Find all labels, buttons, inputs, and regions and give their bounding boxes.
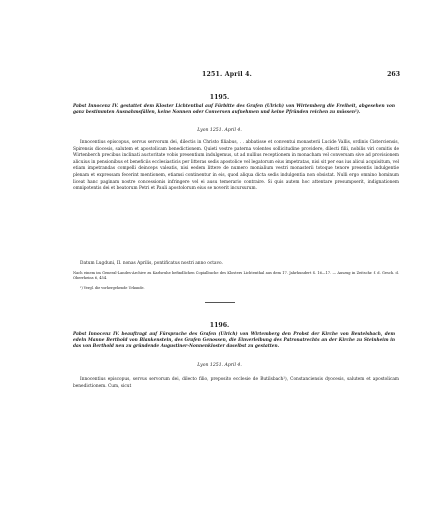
regest-1196: Pabst Innocenz IV. beauftragt auf Fürsprache des Grafen (Ulrich) von Wirtemberg den Probst der Kirche von Beutelsbach, dem edeln Manne Berthold von Blankenstein, des Grafen Genossen, die Einverleibung des Patronatrechts an der Kirche zu Steinheim in das von Berthold neu zu gründende Augustiner-Nonnenkloster daselbst zu gestatten. [73, 332, 395, 349]
header-date: 1251. April 4. [202, 71, 253, 78]
section-separator [205, 302, 235, 303]
footnote-1195: ¹) Vergl. die vorhergehende Urkunde. [80, 286, 145, 290]
charter-paragraph: Innocentius episcopus, servus servorum dei, dilectis in Christo filiabus, . . abbatisse et conventui monasterii Lucide Vallis, ordinis Cisterciensis, Spirensis diocesis, salutem et apostolicam benedictionem. Quieti vestre paterna volentes sollicitudine providere, dilecti filii, nobilis viri comitis de Wirtenberch precibus inclinati auctoritate vobis presentium indulgemus, ut ad nullius receptionem in monacham vel conversam sive ad provisionem alicuius in pensionibus et beneficiis ecclesiasticis per litteras sedis apostolice vel legatorum eius impetratas, nisi sit per eas ius alicui acquisitum, vel etiam impetrandas compelli deinceps valeatis, nisi eedem littere de numero monialium vestri monasterii totoque tenore presentis indulgentie plenam et expressam fecerint mentionem, etiamsi continentur in eis, quod aliqua dicta sedis indulgentia non obsistat. Nulli ergo omnino hominum liceat hanc paginam nostre concessionis infringere vel ei ausu temerario contraire. Si quis autem hoc attentare presumpserit, indignationem omnipotentis dei et beatorum Petri et Pauli apostolorum eius se noverit incursurum. [73, 140, 399, 192]
charter-text-1196 [73, 377, 399, 390]
page-number: 263 [387, 71, 400, 78]
page-header [70, 71, 400, 81]
datum-line-1195: Datum Lugduni, II. nonas Aprilis, pontificatus nostri anno octavo. [80, 261, 223, 266]
charter-text-1195 [73, 140, 399, 193]
charter-paragraph: Innocentius episcopus, servus servorum dei, dilecto filio, preposito ecclesie de Butilsbach¹), Constanciensis dyocesis, salutem et apostolicam benedictionem. Cum, sicut [73, 377, 399, 389]
regest-1195: Pabst Innocenz IV. gestattet dem Kloster Lichtenthal auf Fürbitte des Grafen (Ulrich) von Wirtemberg die Freiheit, abgesehen von ganz bestimmten Ausnahmsfällen, keine Nonnen oder Conversen aufnehmen und keine Pfründen reichen zu müssen¹). [73, 104, 395, 115]
dateline-1195: Lyon 1251. April 4. [197, 128, 242, 133]
document-number-1195: 1195. [209, 94, 230, 101]
source-note-1195: Nach einem im General-Landes-Archive zu Karlsruhe befindlichen Copialbuche des Klosters Lichtenthal aus dem 17. Jahrhundert S. 16—17. — Auszug in Zeitschr. f. d. Gesch. d. Oberrheins 6, 454. [73, 271, 399, 280]
document-number-1196: 1196. [209, 322, 230, 329]
dateline-1196: Lyon 1251. April 4. [197, 363, 242, 368]
